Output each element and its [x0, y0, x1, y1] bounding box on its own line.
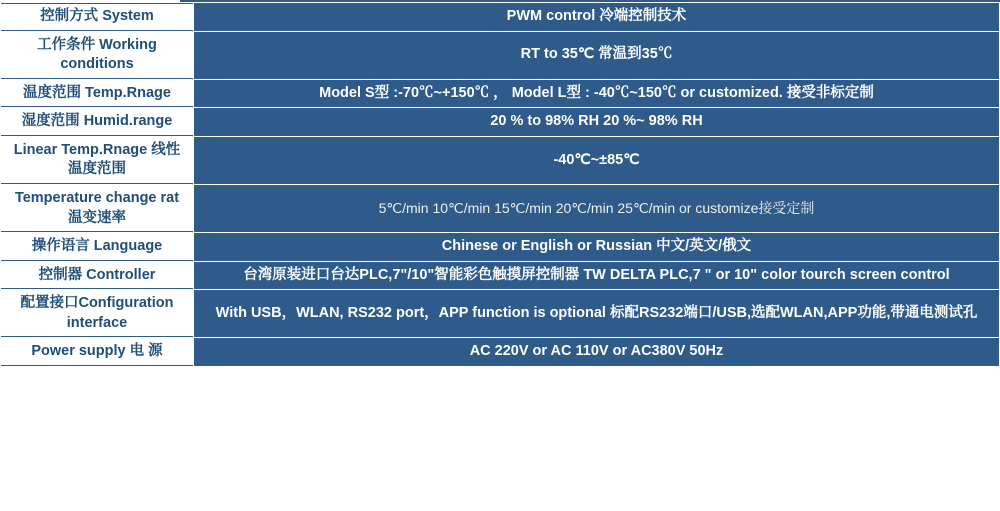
table-row: [1, 31, 1000, 79]
row-label: 控制器 Controller: [1, 261, 194, 290]
table-row: [1, 79, 1000, 108]
table-row: [1, 3, 1000, 32]
row-label: 工作条件 Working conditions: [1, 31, 194, 79]
row-label: Power supply 电 源: [1, 338, 194, 367]
table-row: [1, 338, 1000, 367]
row-label: 温度范围 Temp.Rnage: [1, 79, 194, 108]
table-row: [1, 233, 1000, 262]
specification-table: [0, 2, 1000, 367]
row-value: 20 % to 98% RH 20 %~ 98% RH: [194, 108, 1000, 137]
row-label: 控制方式 System: [1, 3, 194, 32]
row-value: 台湾原装进口台达PLC,7"/10"智能彩色触摸屏控制器 TW DELTA PLC,7 " or 10" color tourch screen control: [194, 261, 1000, 290]
row-value: Chinese or English or Russian 中文/英文/俄文: [194, 233, 1000, 262]
row-value: With USB，WLAN, RS232 port，APP function is optional 标配RS232端口/USB,选配WLAN,APP功能,带通电测试孔: [194, 290, 1000, 338]
table-row: [1, 290, 1000, 338]
row-label: Linear Temp.Rnage 线性温度范围: [1, 136, 194, 184]
table-body: [1, 3, 1000, 367]
row-label: 操作语言 Language: [1, 233, 194, 262]
table-row: [1, 184, 1000, 232]
table-row: [1, 108, 1000, 137]
row-value: -40℃~±85℃: [194, 136, 1000, 184]
row-value: AC 220V or AC 110V or AC380V 50Hz: [194, 338, 1000, 367]
table-row: [1, 261, 1000, 290]
row-label: Temperature change rat 温变速率: [1, 184, 194, 232]
table-row: [1, 136, 1000, 184]
row-label: 湿度范围 Humid.range: [1, 108, 194, 137]
row-value: Model S型 :-70℃~+150℃ ， Model L型 : -40℃~150℃ or customized. 接受非标定制: [194, 79, 1000, 108]
row-value: RT to 35℃ 常温到35℃: [194, 31, 1000, 79]
row-value: PWM control 冷端控制技术: [194, 3, 1000, 32]
row-value: 5℃/min 10℃/min 15℃/min 20℃/min 25℃/min or customize接受定制: [194, 184, 1000, 232]
row-label: 配置接口Configuration interface: [1, 290, 194, 338]
